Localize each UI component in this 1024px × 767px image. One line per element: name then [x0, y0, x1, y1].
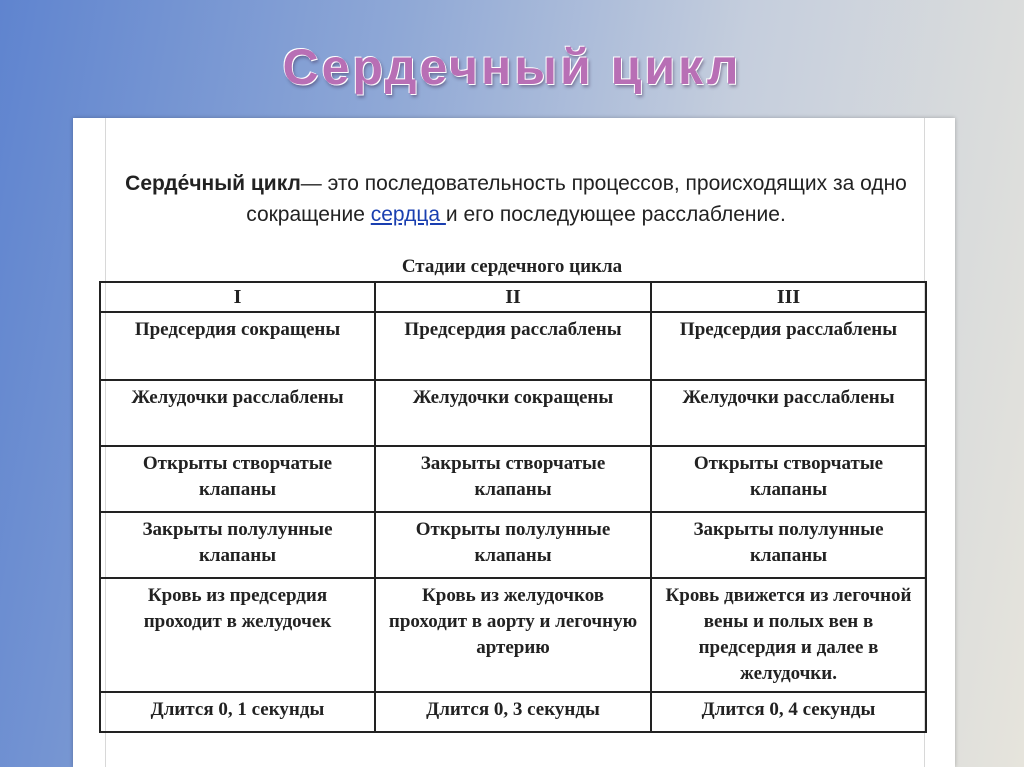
- table-row-leaflet-valves: [100, 446, 926, 512]
- table-cell: Открыты полулунные клапаны: [375, 512, 651, 578]
- header-stage-3: III: [651, 282, 926, 312]
- table-cell: Желудочки расслаблены: [100, 380, 375, 446]
- table-cell: Кровь из предсердия проходит в желудочек: [100, 578, 375, 692]
- document-panel: [73, 118, 955, 767]
- definition-term: Серде́чный цикл: [125, 172, 301, 195]
- table-row-ventricles: [100, 380, 926, 446]
- table-cell: Длится 0, 3 секунды: [375, 692, 651, 732]
- table-cell: Предсердия расслаблены: [375, 312, 651, 380]
- heart-link[interactable]: сердца: [370, 203, 446, 226]
- definition-text-after-link: и его последующее расслабление.: [445, 203, 786, 226]
- table-cell: Закрыты створчатые клапаны: [375, 446, 651, 512]
- table-cell: Предсердия расслаблены: [651, 312, 926, 380]
- definition-paragraph: [105, 168, 927, 230]
- header-stage-1: I: [100, 282, 375, 312]
- definition-text-before-link: — это последовательность процессов, происходящих за одно сокращение: [246, 172, 907, 226]
- table-cell: Закрыты полулунные клапаны: [651, 512, 926, 578]
- table-cell: Желудочки сокращены: [375, 380, 651, 446]
- table-caption: Стадии сердечного цикла: [401, 256, 623, 277]
- slide-title: Сердечный цикл: [282, 39, 742, 95]
- table-cell: Длится 0, 4 секунды: [651, 692, 926, 732]
- header-stage-2: II: [375, 282, 651, 312]
- table-cell: Закрыты полулунные клапаны: [100, 512, 375, 578]
- table-cell: Желудочки расслаблены: [651, 380, 926, 446]
- table-row-atria: [100, 312, 926, 380]
- table-cell: Длится 0, 1 секунды: [100, 692, 375, 732]
- table-cell: Предсердия сокращены: [100, 312, 375, 380]
- table-header-row: [100, 282, 926, 312]
- cardiac-cycle-stages-table: [99, 281, 927, 733]
- table-row-blood-flow: [100, 578, 926, 692]
- table-cell: Кровь из желудочков проходит в аорту и легочную артерию: [375, 578, 651, 692]
- table-cell: Кровь движется из легочной вены и полых вен в предсердия и далее в желудочки.: [651, 578, 926, 692]
- table-cell: Открыты створчатые клапаны: [651, 446, 926, 512]
- table-row-duration: [100, 692, 926, 732]
- table-row-semilunar-valves: [100, 512, 926, 578]
- table-cell: Открыты створчатые клапаны: [100, 446, 375, 512]
